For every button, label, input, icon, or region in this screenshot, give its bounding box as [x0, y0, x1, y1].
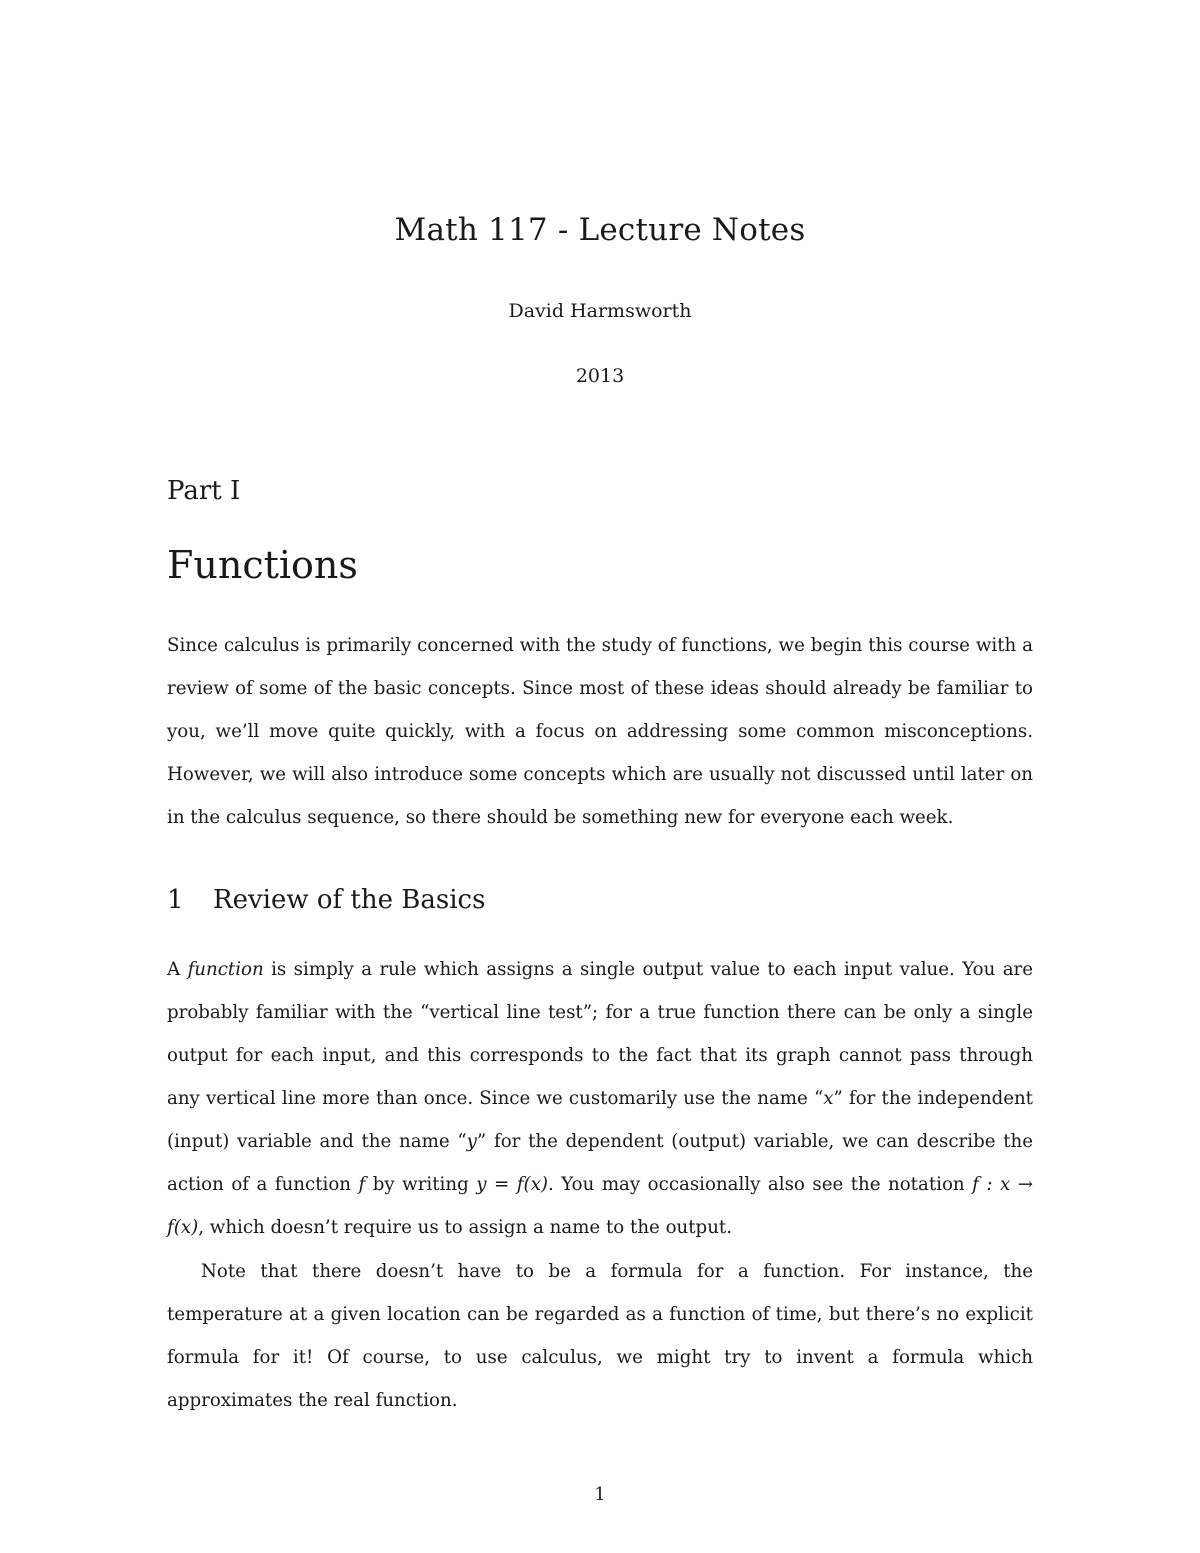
text-run: is simply a rule which assigns a single output value to each input value. You are probably familiar with the “vertical line test”; for a true function there can be only a single output for each input, and this corresponds to the fact that its graph cannot pass through any vertical line more than once. Since we customarily use the name “	[167, 959, 1033, 1109]
text-run: , which doesn’t require us to assign a name to the output.	[198, 1217, 733, 1238]
part-intro-paragraph: Since calculus is primarily concerned with the study of functions, we begin this course with a review of some of the basic concepts. Since most of these ideas should already be familiar to you, we’ll move quite quickly, with a focus on addressing some common misconceptions. However, we will also introduce some concepts which are usually not discussed until later on in the calculus sequence, so there should be something new for everyone each week.	[167, 635, 1033, 828]
text-run: A	[167, 959, 188, 980]
math-variable-f: f	[358, 1174, 366, 1195]
section-title: Review of the Basics	[213, 885, 486, 915]
document-title: Math 117 - Lecture Notes	[394, 212, 806, 248]
document-date: 2013	[575, 365, 625, 387]
text-run: ” for the independent (input) variable and the name “	[167, 1088, 1033, 1152]
math-variable-y: y	[466, 1131, 477, 1152]
text-run: ” for the dependent (output) variable, we can describe the action of a function	[167, 1131, 1033, 1195]
math-notation: f : x → f(x)	[167, 1174, 1033, 1238]
section-paragraph-2: Note that there doesn’t have to be a formula for a function. For instance, the temperature at a given location can be regarded as a function of time, but there’s no explicit formula for it! Of course, to use calculus, we might try to invent a formula which approximates the real function.	[167, 1261, 1033, 1411]
text-run: by writing	[365, 1174, 477, 1195]
math-variable-x: x	[823, 1088, 834, 1109]
section-paragraph-1	[167, 948, 1033, 1249]
section-heading	[167, 885, 485, 915]
page-number: 1	[594, 1484, 606, 1505]
part-label: Part I	[167, 476, 241, 506]
document-author: David Harmsworth	[508, 300, 692, 322]
part-title: Functions	[167, 543, 358, 587]
defined-term: function	[187, 959, 264, 980]
text-run: . You may occasionally also see the notation	[547, 1174, 973, 1195]
section-number: 1	[167, 885, 184, 915]
math-equation: y = f(x)	[476, 1174, 548, 1195]
